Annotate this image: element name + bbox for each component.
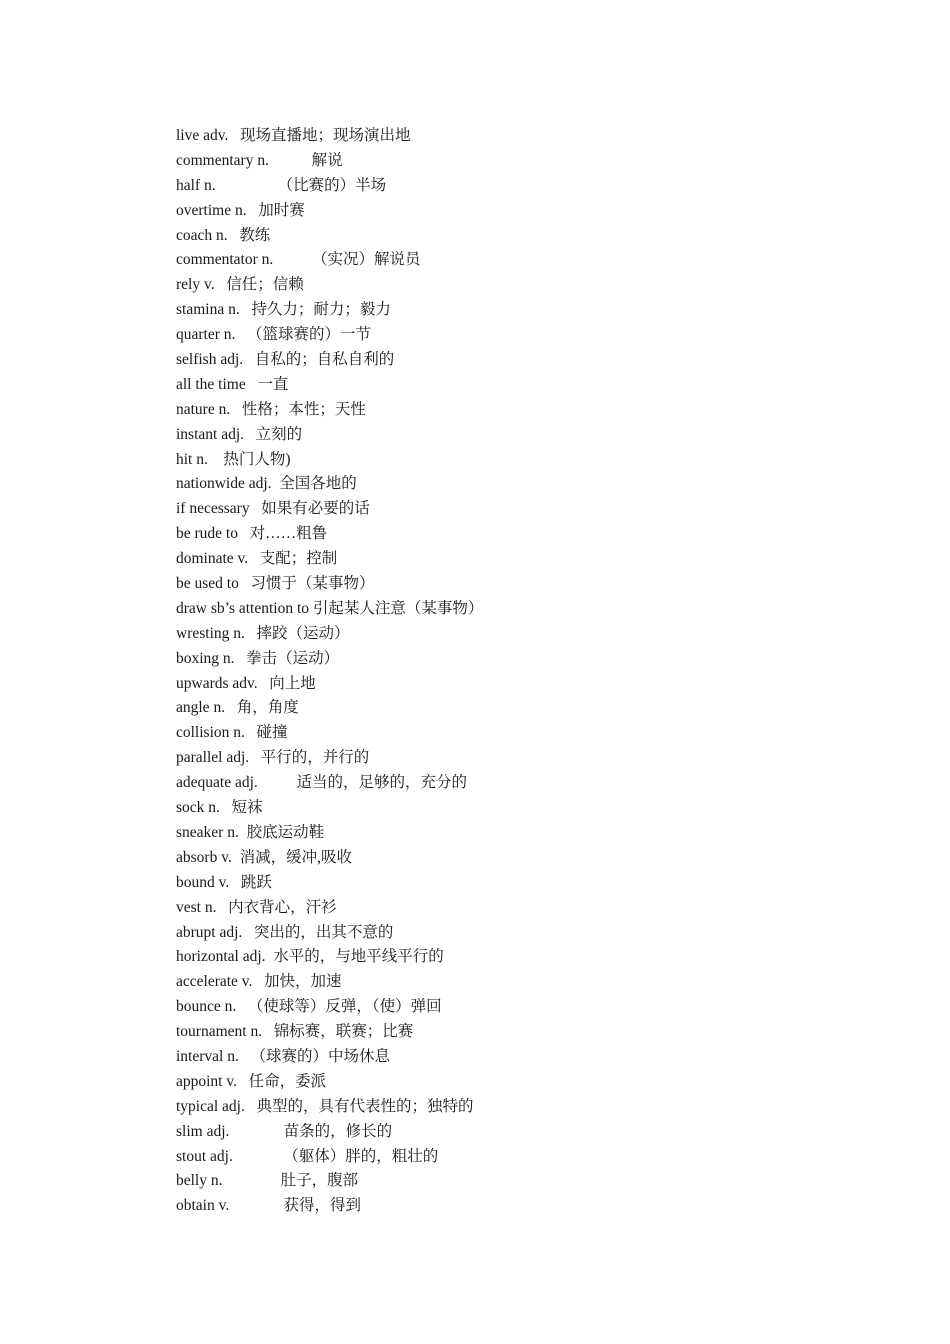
- vocab-line: collision n. 碰撞: [176, 724, 288, 742]
- vocab-line: belly n. 肚子，腹部: [176, 1172, 359, 1190]
- vocab-line: bounce n. （使球等）反弹，（使）弹回: [176, 998, 442, 1016]
- vocab-line: coach n. 教练: [176, 226, 271, 244]
- vocab-line: vest n. 内衣背心，汗衫: [176, 898, 337, 916]
- vocab-line: accelerate v. 加快，加速: [176, 973, 342, 991]
- vocab-line: instant adj. 立刻的: [176, 425, 303, 443]
- vocab-line: draw sb’s attention to 引起某人注意（某事物）: [176, 599, 484, 617]
- vocab-line: nature n. 性格；本性；天性: [176, 400, 366, 418]
- vocab-line: bound v. 跳跃: [176, 873, 272, 891]
- vocab-line: selfish adj. 自私的；自私自利的: [176, 351, 395, 369]
- vocab-line: appoint v. 任命，委派: [176, 1072, 327, 1090]
- vocab-line: if necessary 如果有必要的话: [176, 500, 370, 518]
- vocab-line: angle n. 角，角度: [176, 699, 299, 717]
- vocab-line: upwards adv. 向上地: [176, 674, 316, 692]
- vocab-line: absorb v. 消减，缓冲,吸收: [176, 848, 352, 866]
- vocab-line: slim adj. 苗条的，修长的: [176, 1122, 393, 1140]
- vocab-line: quarter n. （篮球赛的）一节: [176, 326, 372, 344]
- vocab-line: commentator n. （实况）解说员: [176, 251, 421, 269]
- vocab-line: boxing n. 拳击（运动）: [176, 649, 340, 667]
- vocab-line: live adv. 现场直播地；现场演出地: [176, 127, 411, 144]
- vocab-line: stamina n. 持久力；耐力；毅力: [176, 301, 391, 319]
- vocab-line: tournament n. 锦标赛，联赛；比赛: [176, 1023, 414, 1041]
- vocab-line: be used to 习惯于（某事物）: [176, 575, 375, 593]
- vocab-line: obtain v. 获得，得到: [176, 1197, 361, 1215]
- vocab-line: hit n. 热门人物): [176, 450, 291, 468]
- vocab-line: adequate adj. 适当的，足够的，充分的: [176, 774, 468, 792]
- vocab-line: rely v. 信任；信赖: [176, 276, 304, 294]
- vocab-line: dominate v. 支配；控制: [176, 550, 338, 568]
- vocab-line: overtime n. 加时赛: [176, 201, 305, 219]
- vocab-line: typical adj. 典型的，具有代表性的；独特的: [176, 1097, 474, 1115]
- vocab-line: half n. （比赛的）半场: [176, 176, 387, 194]
- vocab-line: be rude to 对……粗鲁: [176, 525, 328, 543]
- vocab-line: sneaker n. 胶底运动鞋: [176, 823, 325, 841]
- vocab-line: nationwide adj. 全国各地的: [176, 475, 357, 493]
- vocab-line: horizontal adj. 水平的，与地平线平行的: [176, 948, 444, 966]
- vocabulary-list: [176, 124, 483, 1219]
- vocab-line: parallel adj. 平行的，并行的: [176, 749, 370, 767]
- vocab-line: stout adj. （躯体）胖的，粗壮的: [176, 1147, 439, 1165]
- vocab-line: sock n. 短袜: [176, 799, 263, 817]
- vocab-line: interval n. （球赛的）中场休息: [176, 1047, 390, 1065]
- vocab-line: commentary n. 解说: [176, 151, 343, 169]
- vocab-line: all the time 一直: [176, 375, 289, 393]
- vocab-line: abrupt adj. 突出的，出其不意的: [176, 923, 394, 941]
- vocab-line: wresting n. 摔跤（运动）: [176, 624, 350, 642]
